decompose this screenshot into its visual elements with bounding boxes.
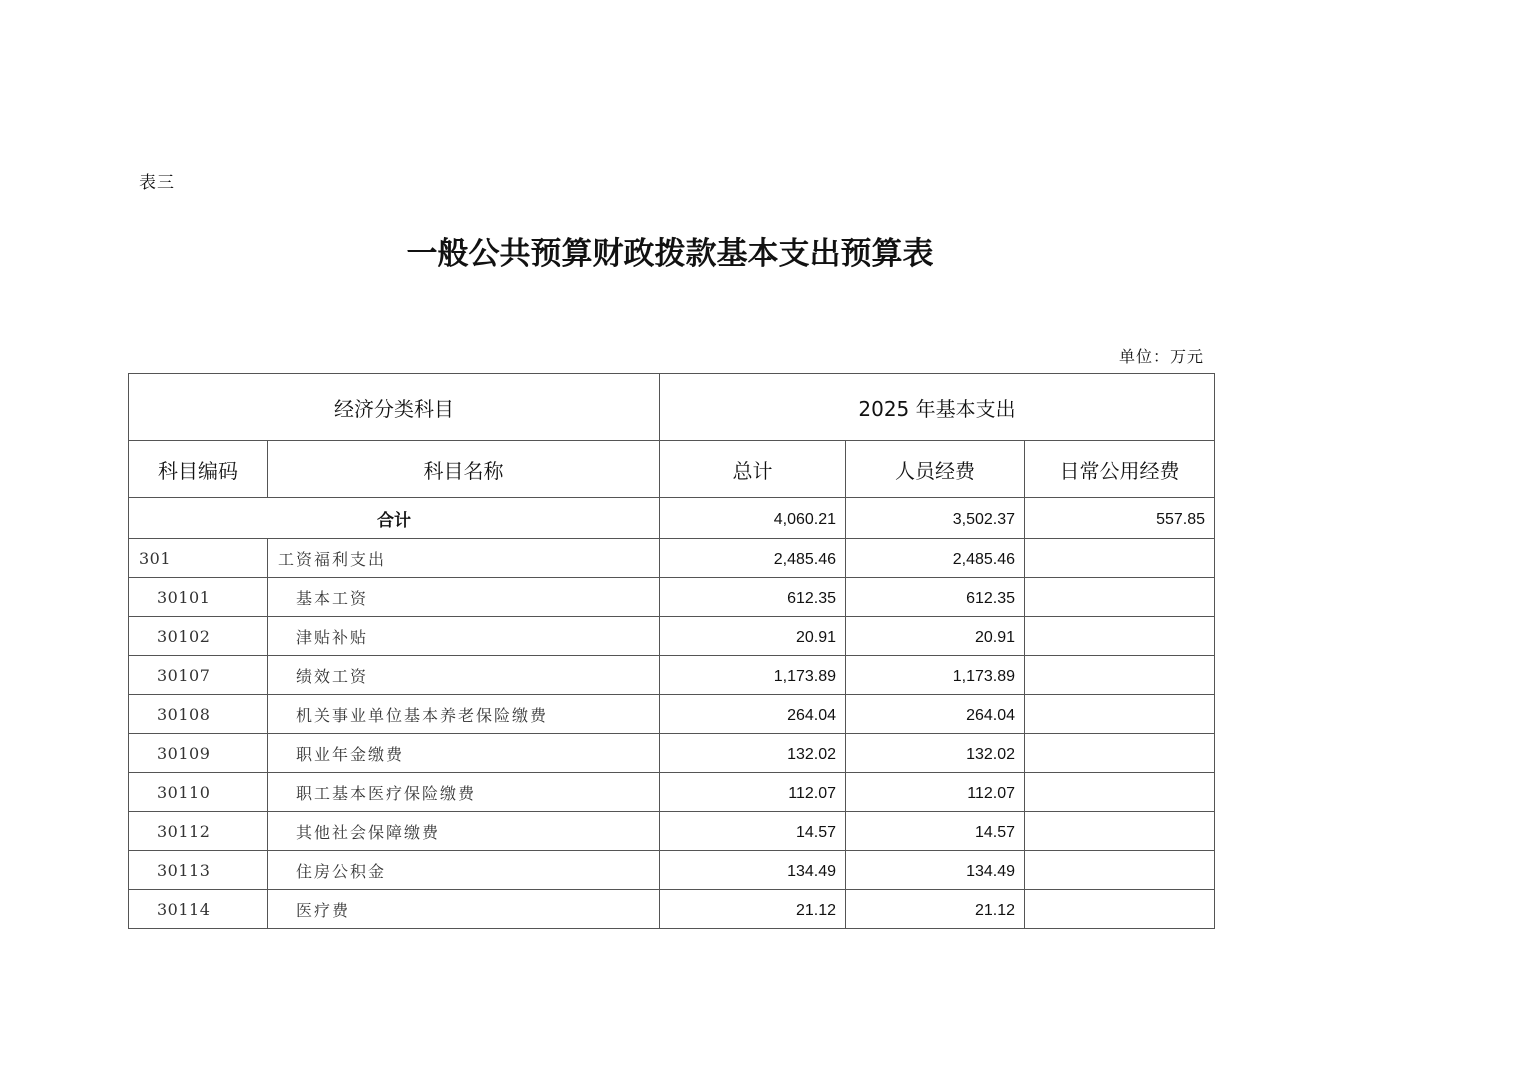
row-personnel-expense: 1,173.89 (846, 656, 1025, 695)
row-subject-code: 30114 (129, 890, 268, 929)
row-public-expense (1025, 617, 1215, 656)
table-row (129, 851, 1215, 890)
row-public-expense (1025, 773, 1215, 812)
table-row (129, 734, 1215, 773)
row-total: 132.02 (660, 734, 846, 773)
header-basic-expenditure-2025: 2025 年基本支出 (660, 374, 1215, 441)
row-subject-name: 住房公积金 (268, 851, 660, 890)
total-sum: 4,060.21 (660, 498, 846, 539)
row-subject-name: 其他社会保障缴费 (268, 812, 660, 851)
row-subject-code: 30113 (129, 851, 268, 890)
row-personnel-expense: 134.49 (846, 851, 1025, 890)
header-row-group (129, 374, 1215, 441)
row-public-expense (1025, 539, 1215, 578)
header-personnel-expense: 人员经费 (846, 441, 1025, 498)
row-subject-name: 职工基本医疗保险缴费 (268, 773, 660, 812)
row-total: 264.04 (660, 695, 846, 734)
row-subject-code: 30102 (129, 617, 268, 656)
total-row (129, 498, 1215, 539)
table-number-label: 表三 (139, 173, 175, 193)
row-personnel-expense: 14.57 (846, 812, 1025, 851)
row-subject-code: 301 (129, 539, 268, 578)
table-row (129, 539, 1215, 578)
header-economic-category: 经济分类科目 (129, 374, 660, 441)
table-row (129, 695, 1215, 734)
row-public-expense (1025, 734, 1215, 773)
row-subject-name: 机关事业单位基本养老保险缴费 (268, 695, 660, 734)
row-personnel-expense: 612.35 (846, 578, 1025, 617)
header-subject-name: 科目名称 (268, 441, 660, 498)
row-personnel-expense: 20.91 (846, 617, 1025, 656)
row-total: 14.57 (660, 812, 846, 851)
row-subject-code: 30112 (129, 812, 268, 851)
row-total: 1,173.89 (660, 656, 846, 695)
row-total: 2,485.46 (660, 539, 846, 578)
header-row-columns (129, 441, 1215, 498)
table-row (129, 773, 1215, 812)
row-total: 112.07 (660, 773, 846, 812)
row-subject-name: 工资福利支出 (268, 539, 660, 578)
row-subject-name: 津贴补贴 (268, 617, 660, 656)
row-subject-code: 30107 (129, 656, 268, 695)
row-total: 612.35 (660, 578, 846, 617)
table-row (129, 812, 1215, 851)
row-personnel-expense: 112.07 (846, 773, 1025, 812)
header-total: 总计 (660, 441, 846, 498)
row-subject-code: 30110 (129, 773, 268, 812)
row-public-expense (1025, 578, 1215, 617)
table-row (129, 890, 1215, 929)
row-personnel-expense: 2,485.46 (846, 539, 1025, 578)
header-subject-code: 科目编码 (129, 441, 268, 498)
row-public-expense (1025, 656, 1215, 695)
row-total: 134.49 (660, 851, 846, 890)
row-total: 21.12 (660, 890, 846, 929)
total-personnel: 3,502.37 (846, 498, 1025, 539)
table-row (129, 617, 1215, 656)
budget-table (128, 373, 1215, 929)
document-title: 一般公共预算财政拨款基本支出预算表 (406, 236, 934, 272)
row-public-expense (1025, 851, 1215, 890)
row-subject-code: 30108 (129, 695, 268, 734)
row-public-expense (1025, 890, 1215, 929)
total-label: 合计 (129, 498, 660, 539)
header-public-expense: 日常公用经费 (1025, 441, 1215, 498)
row-subject-name: 职业年金缴费 (268, 734, 660, 773)
row-personnel-expense: 132.02 (846, 734, 1025, 773)
row-subject-code: 30101 (129, 578, 268, 617)
row-total: 20.91 (660, 617, 846, 656)
row-public-expense (1025, 695, 1215, 734)
row-subject-name: 基本工资 (268, 578, 660, 617)
row-public-expense (1025, 812, 1215, 851)
table-row (129, 578, 1215, 617)
total-public: 557.85 (1025, 498, 1215, 539)
unit-label: 单位：万元 (1118, 347, 1204, 366)
row-personnel-expense: 21.12 (846, 890, 1025, 929)
row-subject-name: 医疗费 (268, 890, 660, 929)
row-subject-code: 30109 (129, 734, 268, 773)
row-personnel-expense: 264.04 (846, 695, 1025, 734)
table-row (129, 656, 1215, 695)
row-subject-name: 绩效工资 (268, 656, 660, 695)
